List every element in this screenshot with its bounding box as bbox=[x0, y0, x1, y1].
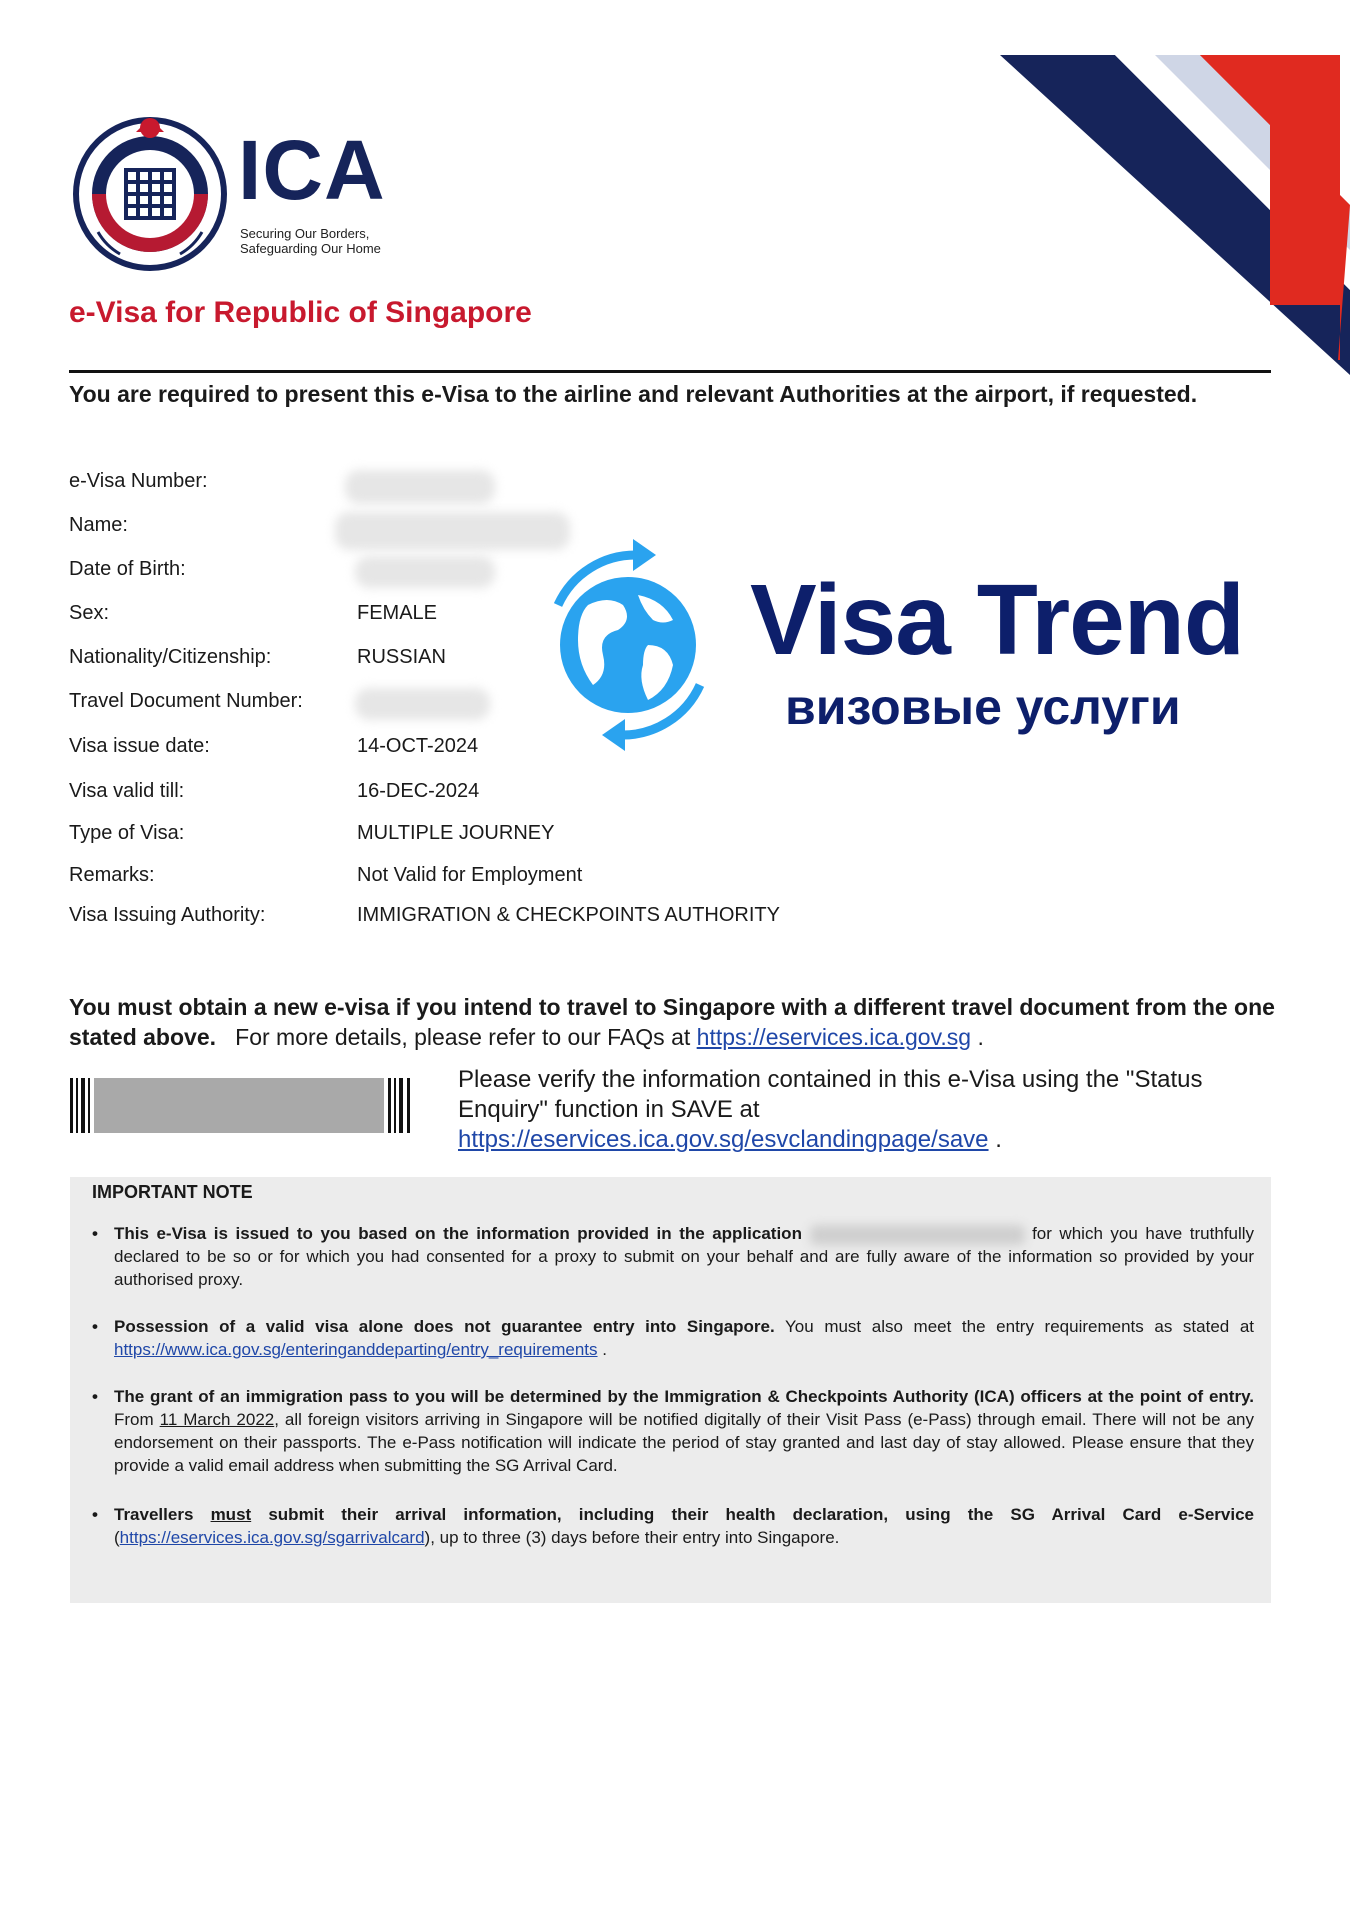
tagline-line-2: Safeguarding Our Home bbox=[240, 241, 381, 256]
field-value-visa-type: MULTIPLE JOURNEY bbox=[357, 822, 555, 844]
note-4-rest: ), up to three (3) days before their entry into Singapore. bbox=[424, 1528, 840, 1547]
lead-instruction: You are required to present this e-Visa to the airline and relevant Authorities at the airport, if requested. bbox=[69, 381, 1198, 407]
redacted-travel-document bbox=[355, 688, 490, 720]
field-label-issuing-authority: Visa Issuing Authority: bbox=[69, 904, 266, 926]
note-4-must: must bbox=[210, 1505, 252, 1524]
note-4-bold-b: submit their arrival information, including their health declaration, using the SG Arrival Card e-Service bbox=[268, 1505, 1254, 1524]
note-4-bold-a: Travellers bbox=[114, 1505, 194, 1524]
field-label-visa-type: Type of Visa: bbox=[69, 822, 185, 844]
note-1-rest: for which you have truthfully declared to be so or for which you had consented for a proxy to submit on your behalf and are fully aware of the information so provided by your authorised proxy. bbox=[114, 1224, 1255, 1289]
note-item-1: • This e-Visa is issued to you based on the information provided in the application for which you have truthfully declared to be so or for which you had consented for a proxy to submit on your behalf and are fully aware of the information so provided by your authorised proxy. bbox=[92, 1224, 1255, 1289]
note-2-end: . bbox=[602, 1340, 607, 1359]
field-value-valid-till: 16-DEC-2024 bbox=[357, 780, 480, 802]
field-label-remarks: Remarks: bbox=[69, 864, 155, 886]
agency-name: ICA bbox=[238, 123, 386, 217]
verify-end: . bbox=[995, 1126, 1002, 1153]
faq-link[interactable]: https://eservices.ica.gov.sg bbox=[696, 1024, 972, 1050]
note-item-4: • Travellers must submit their arrival information, including their health declaration, using the SG Arrival Card e-Service (https://eservices.ica.gov.sg/sgarrivalcard), up to three (3) days before their entry into Singapore. bbox=[92, 1505, 1254, 1547]
agency-tagline bbox=[240, 226, 381, 256]
field-label-travel-document: Travel Document Number: bbox=[69, 690, 303, 712]
ica-seal-logo bbox=[70, 112, 230, 272]
notice-bold-text: You must obtain a new e-visa if you intend to travel to Singapore with a different travel document from the one stated above. bbox=[69, 994, 1275, 1050]
note-item-3: • The grant of an immigration pass to you will be determined by the Immigration & Checkpoints Authority (ICA) officers at the point of entry. From 11 March 2022, all foreign visitors arriving in Singapore will be notified digitally of their Visit Pass (e-Pass) through email. There will not be any endorsement on their passports. The e-Pass notification will indicate the period of stay granted and last day of stay allowed. Please ensure that they provide a valid email address when submitting the SG Arrival Card. bbox=[92, 1387, 1254, 1475]
verify-text: Please verify the information contained in this e-Visa using the "Status Enquiry" function in SAVE at bbox=[458, 1066, 1203, 1123]
note-3-date: 11 March 2022 bbox=[159, 1410, 275, 1429]
watermark-subtitle: визовые услуги bbox=[785, 679, 1181, 735]
tagline-line-1: Securing Our Borders, bbox=[240, 226, 370, 241]
document-title: e-Visa for Republic of Singapore bbox=[69, 296, 532, 329]
note-3-rest: , all foreign visitors arriving in Singapore will be notified digitally of their Visit Pass (e-Pass) through email. There will not be any endorsement on their passports. The e-Pass notification will indicate the period of stay granted and last day of stay allowed. Please ensure that they provide a valid email address when submitting the SG Arrival Card. bbox=[114, 1410, 1254, 1475]
note-2-bold: Possession of a valid visa alone does not guarantee entry into Singapore. bbox=[114, 1317, 775, 1336]
note-2-rest: You must also meet the entry requirements as stated at bbox=[785, 1317, 1254, 1336]
globe-refresh-icon bbox=[528, 535, 728, 755]
note-3-from: From bbox=[114, 1410, 154, 1429]
corner-stripe-decoration bbox=[1000, 50, 1350, 390]
field-label-nationality: Nationality/Citizenship: bbox=[69, 646, 272, 668]
new-evisa-notice bbox=[69, 992, 1279, 1052]
note-1-bold: This e-Visa is issued to you based on the information provided in the application bbox=[114, 1224, 802, 1243]
field-label-sex: Sex: bbox=[69, 602, 110, 624]
notice-faq-end: . bbox=[977, 1024, 984, 1050]
sg-arrival-card-link[interactable]: https://eservices.ica.gov.sg/sgarrivalcard bbox=[119, 1528, 425, 1547]
note-item-2: • Possession of a valid visa alone does not guarantee entry into Singapore. You must also meet the entry requirements as stated at https://www.ica.gov.sg/enteringanddeparting/entry_requirements . bbox=[92, 1317, 1254, 1359]
watermark-brand: Visa Trend bbox=[750, 564, 1244, 676]
notice-faq-text: For more details, please refer to our FAQs at bbox=[235, 1024, 691, 1050]
field-label-issue-date: Visa issue date: bbox=[69, 735, 210, 757]
field-value-nationality: RUSSIAN bbox=[357, 646, 446, 668]
important-note-title: IMPORTANT NOTE bbox=[92, 1182, 253, 1202]
entry-requirements-link[interactable]: https://www.ica.gov.sg/enteringanddeparting/entry_requirements bbox=[114, 1340, 598, 1359]
field-label-name: Name: bbox=[69, 514, 128, 536]
redacted-evisa-number bbox=[345, 470, 495, 504]
note-4-open: ( bbox=[114, 1528, 120, 1547]
field-value-remarks: Not Valid for Employment bbox=[357, 864, 583, 886]
field-value-issue-date: 14-OCT-2024 bbox=[357, 735, 479, 757]
important-note-box bbox=[70, 1177, 1271, 1603]
field-label-valid-till: Visa valid till: bbox=[69, 780, 185, 802]
field-value-issuing-authority: IMMIGRATION & CHECKPOINTS AUTHORITY bbox=[357, 904, 780, 926]
verify-instruction bbox=[458, 1065, 1278, 1155]
title-divider bbox=[69, 370, 1271, 373]
redacted-dob bbox=[355, 556, 495, 588]
barcode bbox=[70, 1078, 415, 1133]
field-label-dob: Date of Birth: bbox=[69, 558, 186, 580]
note-3-bold: The grant of an immigration pass to you will be determined by the Immigration & Checkpoints Authority (ICA) officers at the point of entry. bbox=[114, 1387, 1254, 1406]
field-value-sex: FEMALE bbox=[357, 602, 438, 624]
redacted-application-number bbox=[810, 1225, 1025, 1245]
save-status-link[interactable]: https://eservices.ica.gov.sg/esvclandingpage/save bbox=[458, 1126, 989, 1153]
field-label-evisa-number: e-Visa Number: bbox=[69, 470, 208, 492]
